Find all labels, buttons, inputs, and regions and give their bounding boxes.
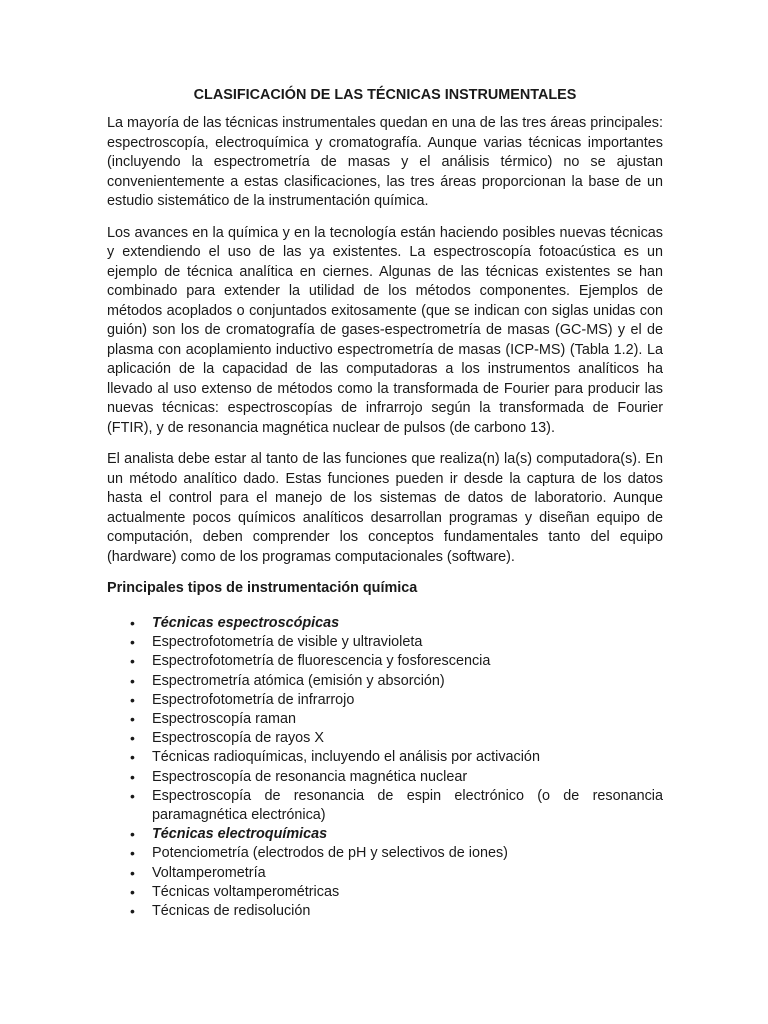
list-item-text: Espectroscopía de resonancia de espin electrónico (o de resonancia paramagnética electrónica) [152,787,663,824]
list-item [107,883,663,902]
paragraph-advances: Los avances en la química y en la tecnología están haciendo posibles nuevas técnicas y extendiendo el uso de las ya existentes. La espectroscopía fotoacústica es un ejemplo de técnica analítica en ciernes. Algunas de las técnicas existentes se han combinado para extender la utilidad de los métodos componentes. Ejemplos de métodos acoplados o conjuntados exitosamente (que se indican con siglas unidas con guión) son los de cromatografía de gases-espectrometría de masas (GC-MS) y el de plasma con acoplamiento inductivo espectrometría de masas (ICP-MS) (Tabla 1.2). La aplicación de la capacidad de las computadoras a los instrumentos analíticos ha llevado al uso extenso de métodos como la transformada de Fourier para producir las nuevas técnicas: espectroscopías de infrarrojo según la transformada de Fourier (FTIR), y de resonancia magnética nuclear de pulsos (de carbono 13). [107,224,663,436]
list-item [107,902,663,921]
list-item-text: Espectroscopía de resonancia magnética nuclear [152,768,468,785]
list-category [107,825,663,844]
bullet-icon: • [130,691,135,708]
list-item-text: Técnicas radioquímicas, incluyendo el análisis por activación [152,749,540,766]
list-item [107,672,663,691]
list-item-text: Voltamperometría [152,864,266,881]
list-item-text: Espectrometría atómica (emisión y absorción) [152,672,445,689]
list-item [107,652,663,671]
bullet-icon: • [130,903,135,920]
list-item-text: Técnicas espectroscópicas [152,615,340,631]
bullet-icon: • [130,864,135,881]
list-item-text: Técnicas de redisolución [152,903,311,920]
bullet-icon: • [130,845,135,862]
list-item [107,787,663,825]
bullet-icon: • [130,768,135,785]
list-item [107,768,663,787]
bullet-icon: • [130,883,135,900]
list-item [107,633,663,652]
bullet-icon: • [130,749,135,766]
list-item-text: Espectrofotometría de infrarrojo [152,691,355,708]
list-item [107,710,663,729]
bullet-icon: • [130,787,135,804]
list-item-text: Espectroscopía raman [152,711,296,728]
bullet-icon: • [130,711,135,728]
list-category [107,614,663,633]
list-item-text: Potenciometría (electrodos de pH y selectivos de iones) [152,845,508,862]
bullet-icon: • [130,826,135,843]
bullet-icon: • [130,672,135,689]
paragraph-analyst: El analista debe estar al tanto de las funciones que realiza(n) la(s) computadora(s). En un método analítico dado. Estas funciones pueden ir desde la captura de los datos hasta el control para el manejo de los sistemas de datos de laboratorio. Aunque actualmente pocos químicos analíticos desarrollan programas y diseñan equipo de computación, deben comprender los conceptos fundamentales tanto del equipo (hardware) como de los programas computacionales (software). [107,451,663,565]
list-item [107,864,663,883]
list-item [107,748,663,767]
list-item-text: Técnicas voltamperométricas [152,883,340,900]
list-item-text: Espectroscopía de rayos X [152,730,324,747]
bullet-icon: • [130,653,135,670]
bullet-icon: • [130,615,135,631]
list-heading: Principales tipos de instrumentación química [107,580,418,596]
bullet-icon: • [130,730,135,747]
document-title: CLASIFICACIÓN DE LAS TÉCNICAS INSTRUMENTALES [193,87,577,103]
bullet-icon: • [130,634,135,651]
list-item-text: Técnicas electroquímicas [152,826,328,843]
paragraph-intro: La mayoría de las técnicas instrumentales quedan en una de las tres áreas principales: espectroscopía, electroquímica y cromatografía. Aunque varias técnicas importantes (incluyendo la espectrometría de masas y el análisis térmico) no se ajustan convenientemente a estas clasificaciones, las tres áreas proporcionan la base de un estudio sistemático de la instrumentación química. [107,115,663,209]
list-item-text: Espectrofotometría de fluorescencia y fosforescencia [152,653,491,670]
list-item [107,844,663,863]
list-item [107,691,663,710]
list-item [107,729,663,748]
list-item-text: Espectrofotometría de visible y ultravioleta [152,634,423,651]
instrumentation-list [107,614,663,921]
